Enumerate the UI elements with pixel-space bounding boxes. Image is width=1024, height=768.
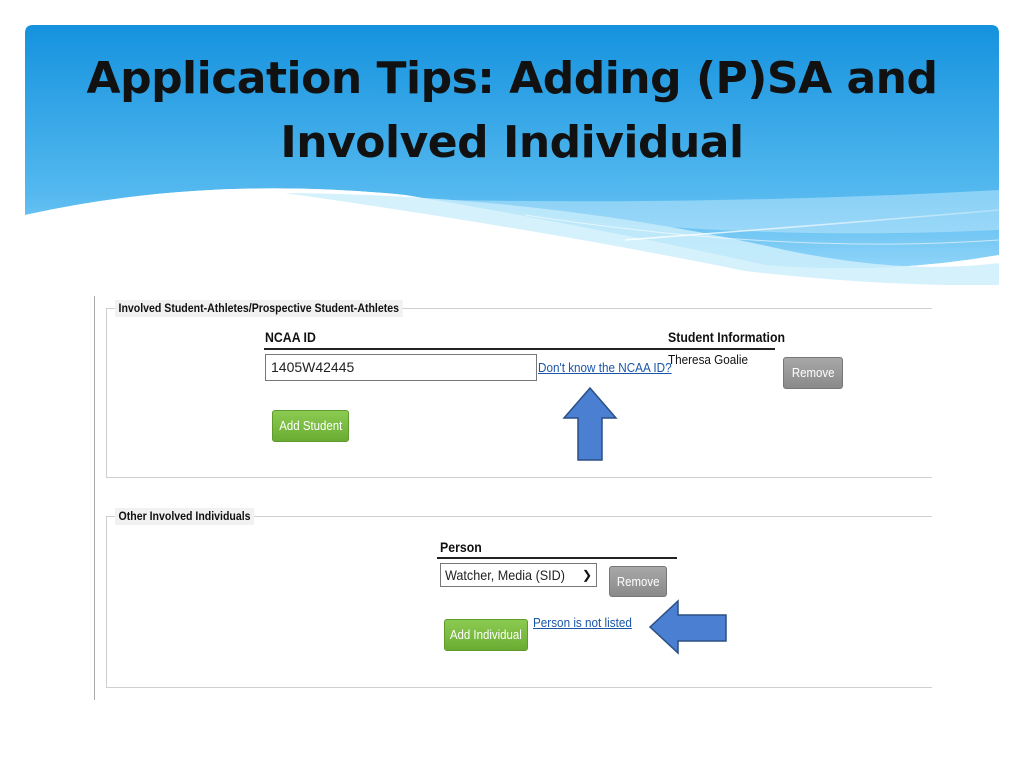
- left-divider: [94, 296, 95, 700]
- chevron-down-icon: ❯: [581, 568, 592, 582]
- remove-student-label: Remove: [791, 365, 835, 380]
- individuals-fieldset: [106, 509, 932, 688]
- slide-header: [25, 25, 999, 285]
- students-legend: Involved Student-Athletes/Prospective Student-Athletes: [115, 300, 403, 317]
- remove-student-button[interactable]: [783, 357, 843, 389]
- student-info-header: Student Information: [668, 329, 786, 345]
- ncaa-id-header: NCAA ID: [265, 329, 316, 345]
- remove-individual-button[interactable]: [609, 566, 667, 597]
- individuals-legend: Other Involved Individuals: [115, 508, 254, 525]
- person-select-value: Watcher, Media (SID): [445, 567, 565, 583]
- arrow-left-icon: [648, 599, 728, 655]
- add-individual-button[interactable]: [444, 619, 528, 651]
- form-screenshot: [94, 296, 931, 702]
- person-header: Person: [440, 539, 482, 555]
- person-not-listed-link[interactable]: Person is not listed: [533, 615, 632, 630]
- add-student-button[interactable]: [272, 410, 349, 442]
- remove-individual-label: Remove: [616, 574, 660, 589]
- dont-know-ncaa-id-link[interactable]: Don't know the NCAA ID?: [538, 360, 672, 375]
- students-fieldset: [106, 301, 932, 478]
- slide-title-line-2: Involved Individual: [280, 117, 744, 168]
- person-select[interactable]: [440, 563, 597, 587]
- ncaa-id-input[interactable]: 1405W42445: [265, 354, 537, 381]
- add-individual-label: Add Individual: [450, 627, 522, 642]
- arrow-up-icon: [562, 386, 618, 462]
- slide-title: [25, 47, 999, 175]
- person-header-rule: [437, 557, 677, 559]
- add-student-label: Add Student: [279, 418, 342, 433]
- table-header-rule: [264, 348, 775, 350]
- slide-title-line-1: Application Tips: Adding (P)SA and: [86, 53, 938, 104]
- student-name-text: Theresa Goalie: [668, 352, 749, 367]
